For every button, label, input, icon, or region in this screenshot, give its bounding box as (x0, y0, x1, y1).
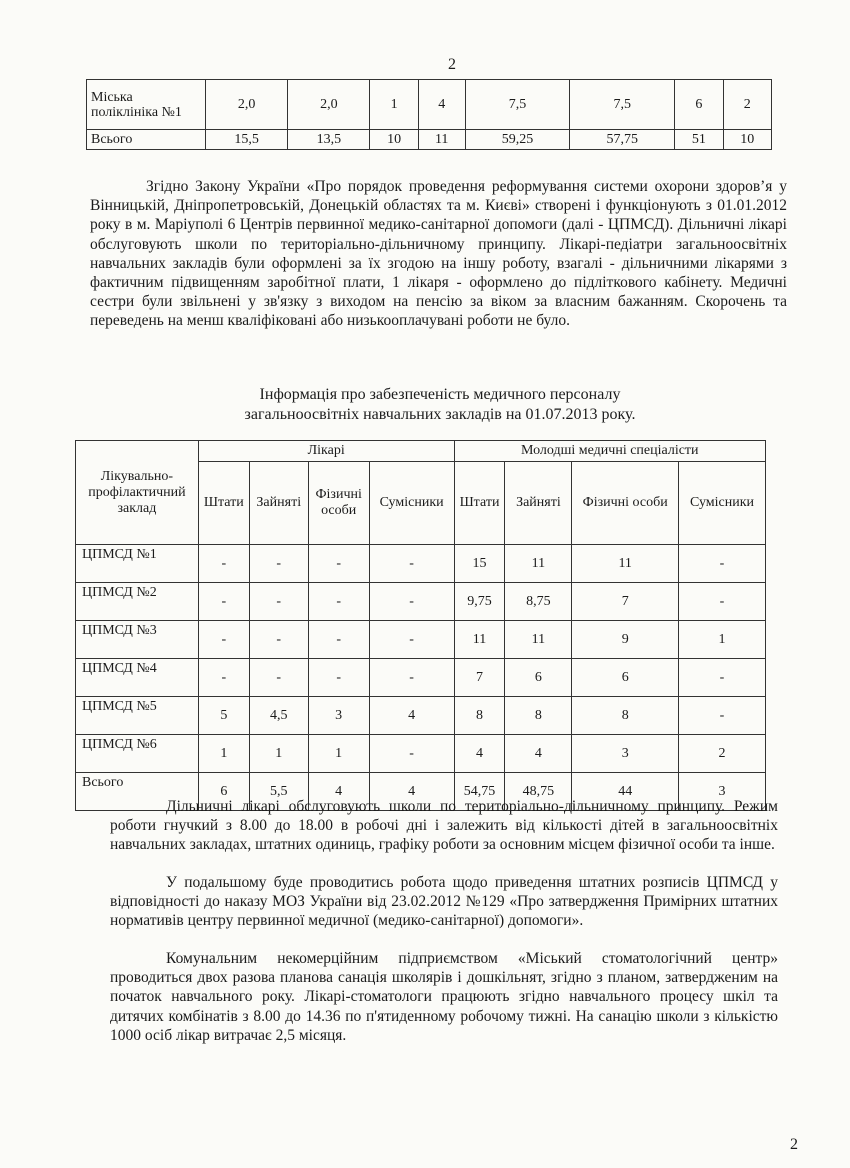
table-cell: 8 (505, 697, 572, 735)
row-label: ЦПМСД №5 (76, 697, 199, 735)
row-label: Всього (87, 130, 206, 150)
table-caption-line1: Інформація про забезпеченість медичного персоналу (259, 386, 621, 403)
table-cell: 59,25 (465, 130, 570, 150)
table-cell: 4 (308, 773, 369, 811)
table-cell: 48,75 (505, 773, 572, 811)
page-number-top: 2 (448, 56, 456, 73)
header-cell: Зайняті (249, 462, 308, 545)
table-cell: 1 (249, 735, 308, 773)
row-label: ЦПМСД №2 (76, 583, 199, 621)
table-row (76, 583, 766, 621)
header-cell: Штати (198, 462, 249, 545)
row-label: Всього (76, 773, 199, 811)
header-cell: Штати (454, 462, 505, 545)
table-cell: 51 (675, 130, 723, 150)
table-row (76, 697, 766, 735)
table-caption-line2: загальноосвітніх навчальних закладів на 01.07.2013 року. (244, 406, 636, 423)
header-cell: Зайняті (505, 462, 572, 545)
table-cell: 11 (505, 621, 572, 659)
table-cell: 2 (723, 80, 771, 130)
table-cell: 11 (572, 545, 679, 583)
table-cell: - (249, 545, 308, 583)
table-cell: 13,5 (288, 130, 370, 150)
header-cell: Фізичні особи (572, 462, 679, 545)
table-cell: 1 (370, 80, 418, 130)
table-cell: 3 (679, 773, 766, 811)
table-cell: 7,5 (465, 80, 570, 130)
header-cell: Сумісники (369, 462, 454, 545)
table-cell: 9 (572, 621, 679, 659)
table-cell: 10 (370, 130, 418, 150)
table-cell: 4 (369, 697, 454, 735)
table-cell: - (198, 583, 249, 621)
table-cell: 2,0 (288, 80, 370, 130)
table-cell: 7 (454, 659, 505, 697)
table-cell: 11 (454, 621, 505, 659)
table-row (76, 659, 766, 697)
table-cell: 7 (572, 583, 679, 621)
table-cell: 3 (572, 735, 679, 773)
table-cell: - (679, 659, 766, 697)
table-cell: 6 (675, 80, 723, 130)
table-cell: 8,75 (505, 583, 572, 621)
table-row (76, 545, 766, 583)
table-cell: - (198, 545, 249, 583)
table-cell: - (308, 659, 369, 697)
table-cell: - (679, 697, 766, 735)
header-cell: Сумісники (679, 462, 766, 545)
table-cell: - (198, 659, 249, 697)
table-cell: - (249, 659, 308, 697)
page-number-bottom: 2 (790, 1136, 798, 1153)
table-cell: - (308, 545, 369, 583)
row-label: ЦПМСД №6 (76, 735, 199, 773)
table-row (87, 80, 772, 130)
staffing-table (75, 440, 766, 811)
table-row (76, 621, 766, 659)
table-cell: 15,5 (206, 130, 288, 150)
table-cell: - (679, 583, 766, 621)
row-label: ЦПМСД №4 (76, 659, 199, 697)
table-cell: 44 (572, 773, 679, 811)
table-row (87, 130, 772, 150)
header-cell: Фізичні особи (308, 462, 369, 545)
table-cell: 6 (198, 773, 249, 811)
table-cell: 15 (454, 545, 505, 583)
row-label: Міська поліклініка №1 (87, 80, 206, 130)
table-cell: 4 (418, 80, 465, 130)
header-group-junior: Молодші медичні спеціалісти (454, 441, 765, 462)
table-cell: - (369, 545, 454, 583)
paragraph-reform: Згідно Закону України «Про порядок проведення реформування системи охорони здоров’я у Вінницькій, Дніпропетровській, Донецькій областях та м. Києві» створені і функціонують з 01.01.2012 року в м. Маріуполі 6 Центрів первинної медико-санітарної допомоги (далі - ЦПМСД). Дільничні лікарі обслуговують школи по територіально-дільничному принципу. Лікарі-педіатри загальноосвітніх навчальних закладів були оформлені за їх згодою на іншу роботу, взагалі - дільничними лікарями з фактичним підвищенням заробітної плати, 1 лікаря - оформлено до підліткового кабінету. Медичні сестри були звільнені у зв'язку з виходом на пенсію за віком за власним бажанням. Скорочень та переведень на менш кваліфіковані або низькооплачувані роботи не було. (90, 178, 787, 330)
table-cell: - (198, 621, 249, 659)
table-cell: 9,75 (454, 583, 505, 621)
table-cell: - (369, 735, 454, 773)
row-label: ЦПМСД №1 (76, 545, 199, 583)
table-cell: 8 (572, 697, 679, 735)
top-summary-table (86, 79, 772, 150)
table-cell: - (369, 583, 454, 621)
table-cell: - (249, 621, 308, 659)
table-cell: 6 (572, 659, 679, 697)
table-cell: 11 (505, 545, 572, 583)
table-cell: - (308, 583, 369, 621)
table-cell: 4,5 (249, 697, 308, 735)
table-cell: 4 (369, 773, 454, 811)
table-cell: 3 (308, 697, 369, 735)
table-cell: 8 (454, 697, 505, 735)
table-cell: 2 (679, 735, 766, 773)
table-cell: 4 (454, 735, 505, 773)
row-label: ЦПМСД №3 (76, 621, 199, 659)
table-cell: 5,5 (249, 773, 308, 811)
table-cell: 10 (723, 130, 771, 150)
paragraph-dental: Комунальним некомерційним підприємством «Міський стоматологічний центр» проводиться двох разова планова санація школярів і дошкільнят, згідно з планом, затвердженим на початок навчального року. Лікарі-стоматологи працюють згідно навчального процесу шкіл та дитячих комбінатів з 8.00 до 14.36 по п'ятиденному робочому тижні. На санацію школи з кількістю 1000 осіб лікар витрачає 2,5 місяця. (110, 950, 778, 1044)
table-cell: 6 (505, 659, 572, 697)
table-cell: - (369, 659, 454, 697)
table-cell: - (369, 621, 454, 659)
table-cell: 2,0 (206, 80, 288, 130)
paragraph-work-mode: Дільничні лікарі обслуговують школи по територіально-дільничному принципу. Режим роботи гнучкий з 8.00 до 18.00 в робочі дні і залежить від кількості дітей в загальноосвітніх навчальних закладах, штатних одиниць, графіку роботи за основним місцем фізичної особи та інше. (110, 798, 778, 854)
table-row (76, 735, 766, 773)
table-cell: 1 (679, 621, 766, 659)
table-cell: - (249, 583, 308, 621)
table-cell: 1 (198, 735, 249, 773)
table-cell: 54,75 (454, 773, 505, 811)
table-cell: 5 (198, 697, 249, 735)
table-cell: 4 (505, 735, 572, 773)
header-group-doctors: Лікарі (198, 441, 454, 462)
table-cell: 57,75 (570, 130, 675, 150)
table-cell: - (679, 545, 766, 583)
table-cell: 11 (418, 130, 465, 150)
table-cell: 7,5 (570, 80, 675, 130)
table-cell: 1 (308, 735, 369, 773)
table-cell: - (308, 621, 369, 659)
header-institution: Лікувально-профілактичний заклад (76, 441, 199, 545)
paragraph-staffing: У подальшому буде проводитись робота щодо приведення штатних розписів ЦПМСД у відповідності до наказу МОЗ України від 23.02.2012 №129 «Про затвердження Примірних штатних нормативів центру первинної медичної (медико-санітарної) допомоги». (110, 874, 778, 930)
